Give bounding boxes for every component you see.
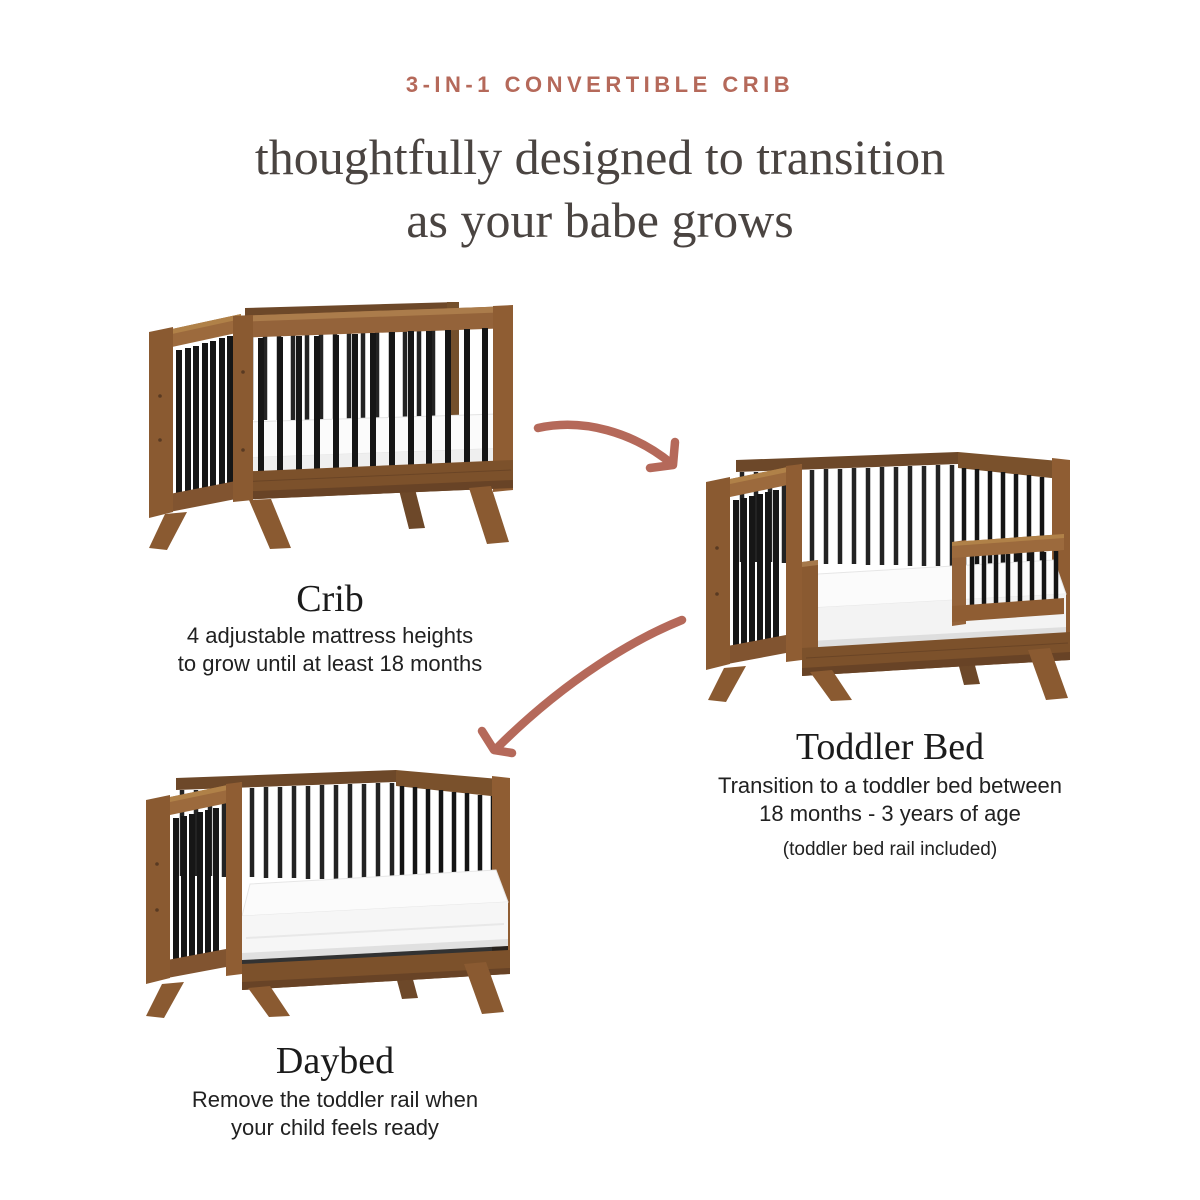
stage-note-toddler-bed: (toddler bed rail included) <box>782 839 998 860</box>
stage-description-toddler-bed-line-1: Transition to a toddler bed between <box>717 773 1063 798</box>
stage-description-daybed-line-1: Remove the toddler rail when <box>191 1087 479 1112</box>
headline <box>0 126 1200 252</box>
crib-illustration <box>149 300 513 552</box>
stage-description-crib-line-2: to grow until at least 18 months <box>177 651 483 676</box>
crib-left-panel-slats <box>179 336 230 506</box>
daybed-illustration <box>146 768 510 1020</box>
daybed-mattress <box>242 870 508 960</box>
stage-description-daybed <box>85 1086 585 1142</box>
eyebrow-label: 3-IN-1 CONVERTIBLE CRIB <box>405 72 795 97</box>
stage-title-daybed: Daybed <box>275 1040 395 1082</box>
arrow-crib-to-toddler-icon <box>528 412 688 482</box>
stage-title-crib: Crib <box>296 578 364 620</box>
stage-description-daybed-line-2: your child feels ready <box>231 1115 439 1140</box>
headline-line-1: thoughtfully designed to transition <box>254 129 946 185</box>
stage-description-toddler-bed <box>640 772 1140 828</box>
stage-description-crib <box>80 622 580 678</box>
stage-description-crib-line-1: 4 adjustable mattress heights <box>186 623 474 648</box>
toddler-bed-illustration <box>706 448 1070 704</box>
headline-line-2: as your babe grows <box>406 192 794 248</box>
stage-title-toddler-bed: Toddler Bed <box>795 726 985 768</box>
stage-description-toddler-bed-line-2: 18 months - 3 years of age <box>759 801 1021 826</box>
